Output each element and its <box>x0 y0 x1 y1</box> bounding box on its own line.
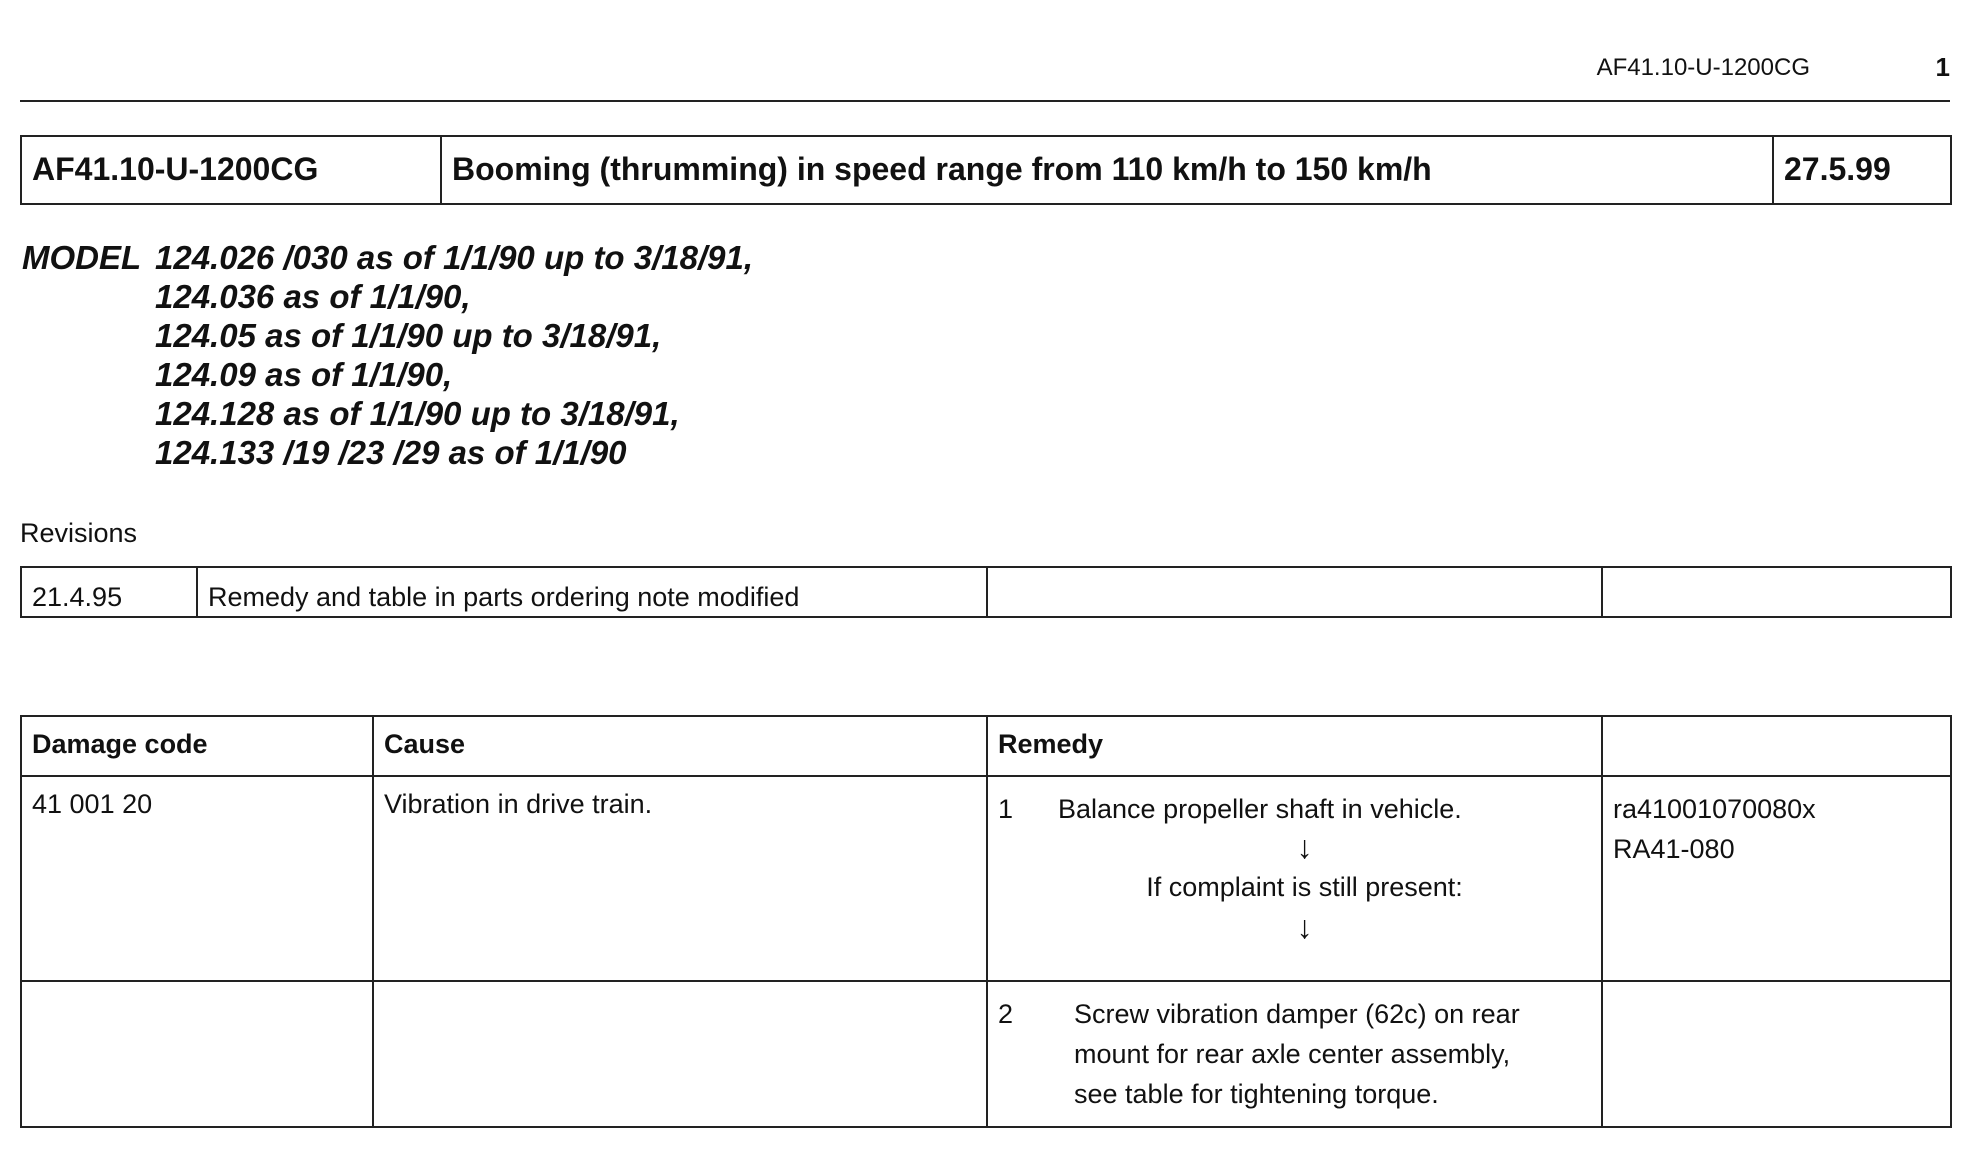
table-header-row <box>21 716 1951 776</box>
title-row <box>21 136 1951 204</box>
model-line: 124.128 as of 1/1/90 up to 3/18/91, <box>155 395 680 432</box>
revisions-table <box>20 566 1952 618</box>
down-arrow-icon: ↓ <box>1296 829 1313 865</box>
damage-table <box>20 715 1952 1128</box>
remedy-cell <box>987 776 1602 981</box>
model-lines <box>155 238 1055 472</box>
cause-cell <box>373 981 987 1127</box>
column-header-remedy: Remedy <box>987 716 1602 776</box>
remedy-step <box>998 994 1591 1114</box>
table-row <box>21 981 1951 1127</box>
header-document-id: AF41.10-U-1200CG <box>1596 54 1810 81</box>
title-description: Booming (thrumming) in speed range from 110 km/h to 150 km/h <box>441 136 1773 204</box>
column-header-damage-code: Damage code <box>21 716 373 776</box>
step-number: 1 <box>998 794 1014 824</box>
revision-row <box>21 567 1951 617</box>
remedy-cell <box>987 981 1602 1127</box>
title-date: 27.5.99 <box>1773 136 1951 204</box>
condition-text: If complaint is still present: <box>1146 872 1463 902</box>
revision-cell-4 <box>1602 567 1951 617</box>
model-line: 124.133 /19 /23 /29 as of 1/1/90 <box>155 434 627 471</box>
revision-cell-3 <box>987 567 1602 617</box>
reference-cell <box>1602 776 1951 981</box>
down-arrow-icon: ↓ <box>1296 909 1313 945</box>
step-text-line: Screw vibration damper (62c) on rear <box>1074 999 1520 1029</box>
page-header <box>20 52 1950 102</box>
damage-code-cell: 41 001 20 <box>21 776 373 981</box>
damage-code-cell <box>21 981 373 1127</box>
step-text: Balance propeller shaft in vehicle. <box>1058 794 1462 824</box>
model-line: 124.036 as of 1/1/90, <box>155 278 471 315</box>
model-label: MODEL <box>22 239 142 276</box>
revision-text: Remedy and table in parts ordering note modified <box>197 567 987 617</box>
column-header-cause: Cause <box>373 716 987 776</box>
title-code: AF41.10-U-1200CG <box>21 136 441 204</box>
step-text-line: see table for tightening torque. <box>1074 1079 1439 1109</box>
reference-code: ra41001070080x <box>1613 794 1816 824</box>
column-header-reference <box>1602 716 1951 776</box>
step-number: 2 <box>998 999 1014 1029</box>
reference-code: RA41-080 <box>1613 834 1735 864</box>
model-line: 124.09 as of 1/1/90, <box>155 356 453 393</box>
cause-cell: Vibration in drive train. <box>373 776 987 981</box>
page-number: 1 <box>1935 52 1950 82</box>
model-line: 124.026 /030 as of 1/1/90 up to 3/18/91, <box>155 239 754 276</box>
title-table <box>20 135 1952 205</box>
table-row <box>21 776 1951 981</box>
step-text-line: mount for rear axle center assembly, <box>1074 1039 1511 1069</box>
revision-date: 21.4.95 <box>21 567 197 617</box>
reference-cell <box>1602 981 1951 1127</box>
revisions-label: Revisions <box>20 518 138 548</box>
model-line: 124.05 as of 1/1/90 up to 3/18/91, <box>155 317 662 354</box>
remedy-step <box>998 789 1591 829</box>
